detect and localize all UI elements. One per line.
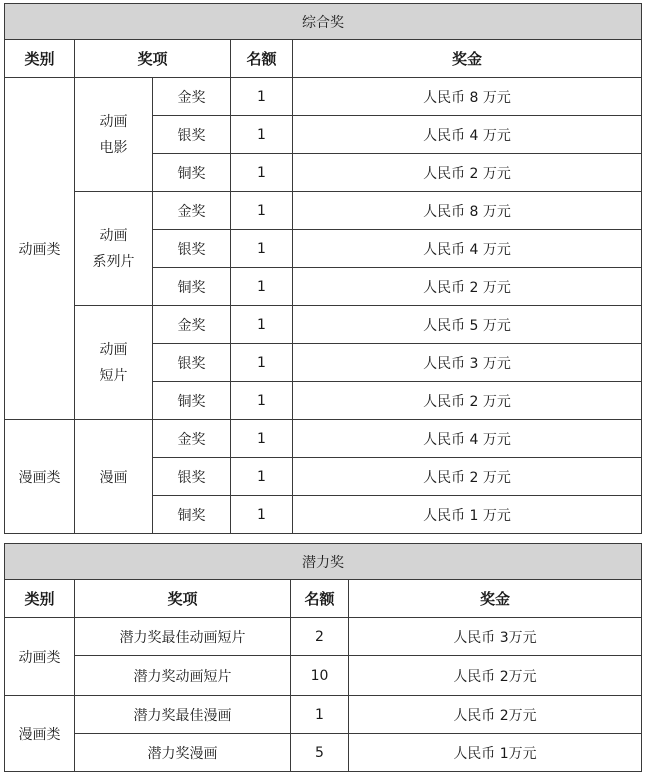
header-category: 类别 — [5, 580, 75, 618]
table-row — [5, 192, 642, 230]
category-cell: 动画类 — [5, 78, 75, 420]
count-cell: 1 — [231, 344, 293, 382]
prize-cell: 人民币 2万元 — [349, 656, 642, 696]
count-cell: 1 — [231, 382, 293, 420]
count-cell: 1 — [231, 192, 293, 230]
potential-award-table — [4, 543, 642, 772]
count-cell: 1 — [231, 116, 293, 154]
table-row — [5, 306, 642, 344]
award-cell: 铜奖 — [153, 268, 231, 306]
award-cell: 银奖 — [153, 458, 231, 496]
table-title: 综合奖 — [5, 4, 642, 40]
count-cell: 1 — [231, 154, 293, 192]
header-count: 名额 — [291, 580, 349, 618]
subcategory-cell: 动画 电影 — [75, 78, 153, 192]
comprehensive-award-table — [4, 3, 642, 534]
count-cell: 1 — [231, 458, 293, 496]
award-cell: 铜奖 — [153, 496, 231, 534]
award-cell: 金奖 — [153, 306, 231, 344]
category-cell: 动画类 — [5, 618, 75, 696]
award-cell: 银奖 — [153, 230, 231, 268]
subcategory-cell: 漫画 — [75, 420, 153, 534]
header-item: 奖项 — [75, 580, 291, 618]
table-row — [5, 78, 642, 116]
count-cell: 1 — [231, 230, 293, 268]
count-cell: 1 — [291, 696, 349, 734]
count-cell: 1 — [231, 306, 293, 344]
prize-cell: 人民币 4 万元 — [293, 116, 642, 154]
count-cell: 1 — [231, 496, 293, 534]
prize-cell: 人民币 2 万元 — [293, 154, 642, 192]
award-cell: 潜力奖最佳漫画 — [75, 696, 291, 734]
header-item: 奖项 — [75, 40, 231, 78]
prize-cell: 人民币 5 万元 — [293, 306, 642, 344]
award-cell: 铜奖 — [153, 382, 231, 420]
count-cell: 5 — [291, 734, 349, 772]
award-cell: 铜奖 — [153, 154, 231, 192]
count-cell: 10 — [291, 656, 349, 696]
category-cell: 漫画类 — [5, 420, 75, 534]
award-cell: 潜力奖动画短片 — [75, 656, 291, 696]
count-cell: 1 — [231, 420, 293, 458]
subcategory-cell: 动画 系列片 — [75, 192, 153, 306]
prize-cell: 人民币 2 万元 — [293, 268, 642, 306]
subcategory-cell: 动画 短片 — [75, 306, 153, 420]
category-cell: 漫画类 — [5, 696, 75, 772]
table-row — [5, 696, 642, 734]
prize-cell: 人民币 1万元 — [349, 734, 642, 772]
prize-cell: 人民币 2万元 — [349, 696, 642, 734]
award-cell: 潜力奖漫画 — [75, 734, 291, 772]
award-cell: 金奖 — [153, 192, 231, 230]
table-title: 潜力奖 — [5, 544, 642, 580]
header-prize: 奖金 — [293, 40, 642, 78]
award-cell: 潜力奖最佳动画短片 — [75, 618, 291, 656]
table-row — [5, 734, 642, 772]
prize-cell: 人民币 4 万元 — [293, 420, 642, 458]
prize-cell: 人民币 3 万元 — [293, 344, 642, 382]
header-count: 名额 — [231, 40, 293, 78]
header-prize: 奖金 — [349, 580, 642, 618]
count-cell: 2 — [291, 618, 349, 656]
prize-cell: 人民币 8 万元 — [293, 78, 642, 116]
award-cell: 金奖 — [153, 420, 231, 458]
count-cell: 1 — [231, 268, 293, 306]
award-cell: 银奖 — [153, 344, 231, 382]
award-cell: 金奖 — [153, 78, 231, 116]
table-row — [5, 618, 642, 656]
table-row — [5, 420, 642, 458]
prize-cell: 人民币 8 万元 — [293, 192, 642, 230]
prize-cell: 人民币 4 万元 — [293, 230, 642, 268]
prize-cell: 人民币 3万元 — [349, 618, 642, 656]
count-cell: 1 — [231, 78, 293, 116]
table-row — [5, 656, 642, 696]
prize-cell: 人民币 1 万元 — [293, 496, 642, 534]
award-cell: 银奖 — [153, 116, 231, 154]
header-category: 类别 — [5, 40, 75, 78]
prize-cell: 人民币 2 万元 — [293, 382, 642, 420]
prize-cell: 人民币 2 万元 — [293, 458, 642, 496]
